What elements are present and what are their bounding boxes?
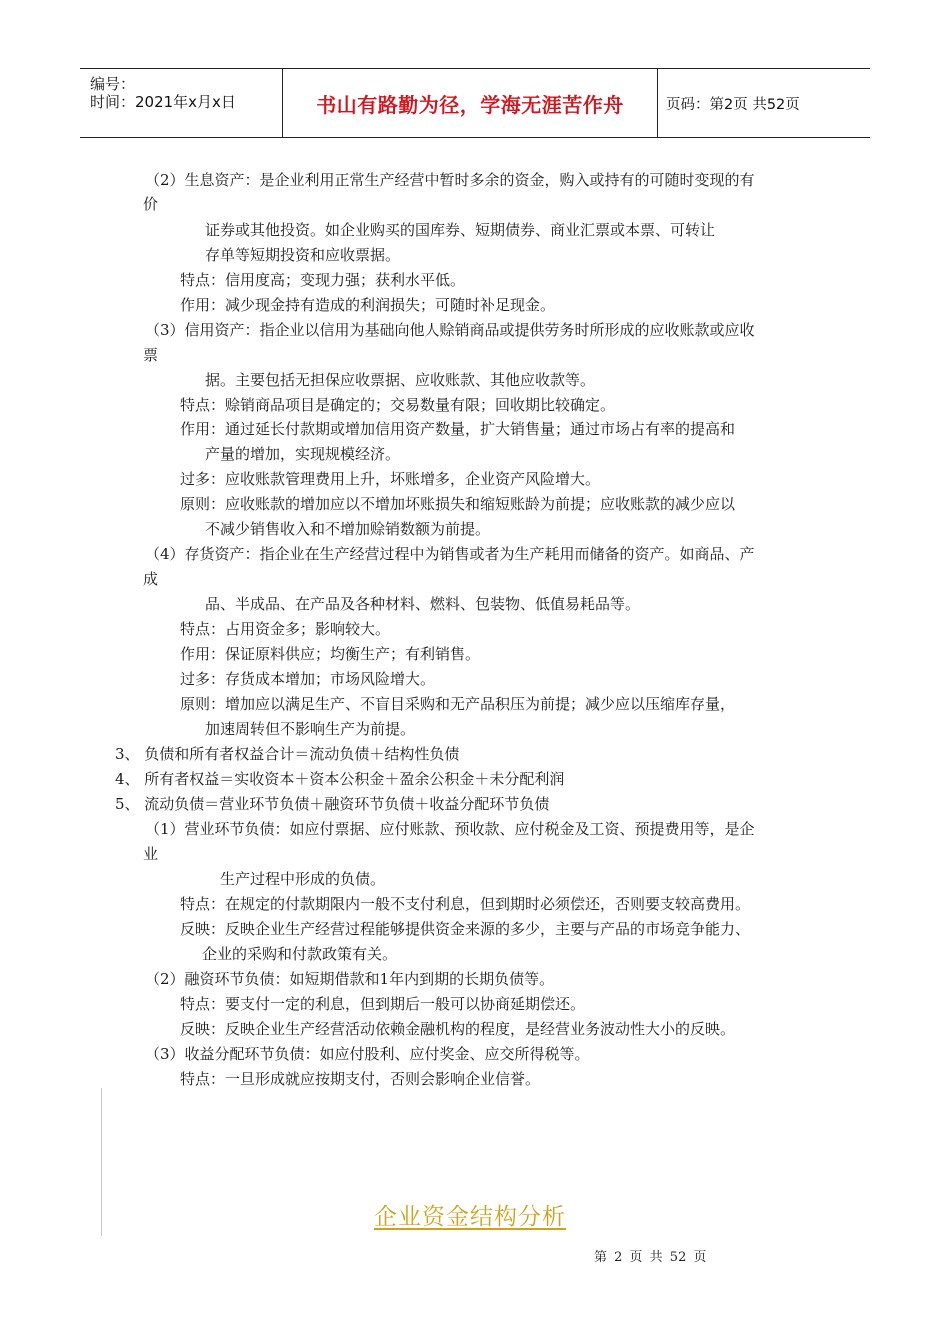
body-line: 企业的采购和付款政策有关。: [202, 945, 398, 963]
document-number-label: 编号：: [90, 75, 136, 93]
body-line: 票: [143, 346, 159, 364]
body-line: （4）存货资产：指企业在生产经营过程中为销售或者为生产耗用而储备的资产。如商品、产: [145, 545, 755, 563]
body-line: 反映：反映企业生产经营活动依赖金融机构的程度，是经营业务波动性大小的反映。: [180, 1020, 736, 1038]
body-line: （3）收益分配环节负债：如应付股利、应付奖金、应交所得税等。: [145, 1045, 590, 1063]
body-line: 原则：增加应以满足生产、不盲目采购和无产品积压为前提；减少应以压缩库存量，: [180, 695, 736, 713]
page-header: [80, 68, 870, 138]
page-footer: 第 2 页 共 52 页: [594, 1250, 707, 1265]
body-line: 特点：赊销商品项目是确定的；交易数量有限；回收期比较确定。: [180, 396, 616, 414]
body-line: 特点：信用度高；变现力强；获利水平低。: [180, 271, 466, 289]
body-line: 据。主要包括无担保应收票据、应收账款、其他应收款等。: [205, 371, 596, 389]
body-line: （3）信用资产：指企业以信用为基础向他人赊销商品或提供劳务时所形成的应收账款或应收: [145, 321, 755, 339]
document-date-label: 时间：2021年x月x日: [90, 93, 236, 111]
body-line: 特点：占用资金多；影响较大。: [180, 620, 391, 638]
body-line: （2）生息资产：是企业利用正常生产经营中暂时多余的资金，购入或持有的可随时变现的有: [145, 171, 755, 189]
margin-rule: [101, 1088, 102, 1236]
body-line: 品、半成品、在产品及各种材料、燃料、包装物、低值易耗品等。: [205, 595, 641, 613]
body-line: 5、 流动负债＝营业环节负债＋融资环节负债＋收益分配环节负债: [115, 795, 550, 813]
body-line: 成: [143, 570, 159, 588]
body-line: 业: [143, 845, 159, 863]
header-meta: [80, 69, 282, 137]
body-line: （1）营业环节负债：如应付票据、应付账款、预收款、应付税金及工资、预提费用等，是企: [145, 820, 755, 838]
body-line: 不减少销售收入和不增加赊销数额为前提。: [205, 520, 491, 538]
body-line: 原则：应收账款的增加应以不增加坏账损失和缩短账龄为前提；应收账款的减少应以: [180, 495, 736, 513]
body-line: 加速周转但不影响生产为前提。: [205, 720, 416, 738]
body-line: 存单等短期投资和应收票据。: [205, 246, 401, 264]
body-line: 反映：反映企业生产经营过程能够提供资金来源的多少，主要与产品的市场竞争能力、: [180, 920, 751, 938]
body-line: 生产过程中形成的负债。: [220, 870, 386, 888]
body-line: 作用：减少现金持有造成的利润损失；可随时补足现金。: [180, 296, 556, 314]
body-line: 作用：通过延长付款期或增加信用资产数量，扩大销售量；通过市场占有率的提高和: [180, 420, 736, 438]
body-line: 特点：在规定的付款期限内一般不支付利息，但到期时必须偿还，否则要支较高费用。: [180, 895, 751, 913]
body-line: 作用：保证原料供应；均衡生产；有利销售。: [180, 645, 481, 663]
body-line: 过多：应收账款管理费用上升，坏账增多，企业资产风险增大。: [180, 470, 601, 488]
section-title-link[interactable]: 企业资金结构分析: [374, 1204, 566, 1230]
header-motto: 书山有路勤为径，学海无涯苦作舟: [282, 69, 658, 137]
body-line: 特点：一旦形成就应按期支付，否则会影响企业信誉。: [180, 1070, 541, 1088]
body-line: （2）融资环节负债：如短期借款和1年内到期的长期负债等。: [145, 970, 555, 988]
body-line: 证券或其他投资。如企业购买的国库券、短期债券、商业汇票或本票、可转让: [205, 221, 716, 239]
body-line: 产量的增加，实现规模经济。: [205, 445, 401, 463]
body-line: 价: [143, 195, 159, 213]
body-line: 3、 负债和所有者权益合计＝流动负债＋结构性负债: [115, 745, 460, 763]
body-line: 特点：要支付一定的利息，但到期后一般可以协商延期偿还。: [180, 995, 586, 1013]
body-line: 4、 所有者权益＝实收资本＋资本公积金＋盈余公积金＋未分配利润: [115, 770, 565, 788]
body-line: 过多：存货成本增加；市场风险增大。: [180, 670, 436, 688]
header-page-number: 页码：第2页 共52页: [666, 96, 800, 113]
